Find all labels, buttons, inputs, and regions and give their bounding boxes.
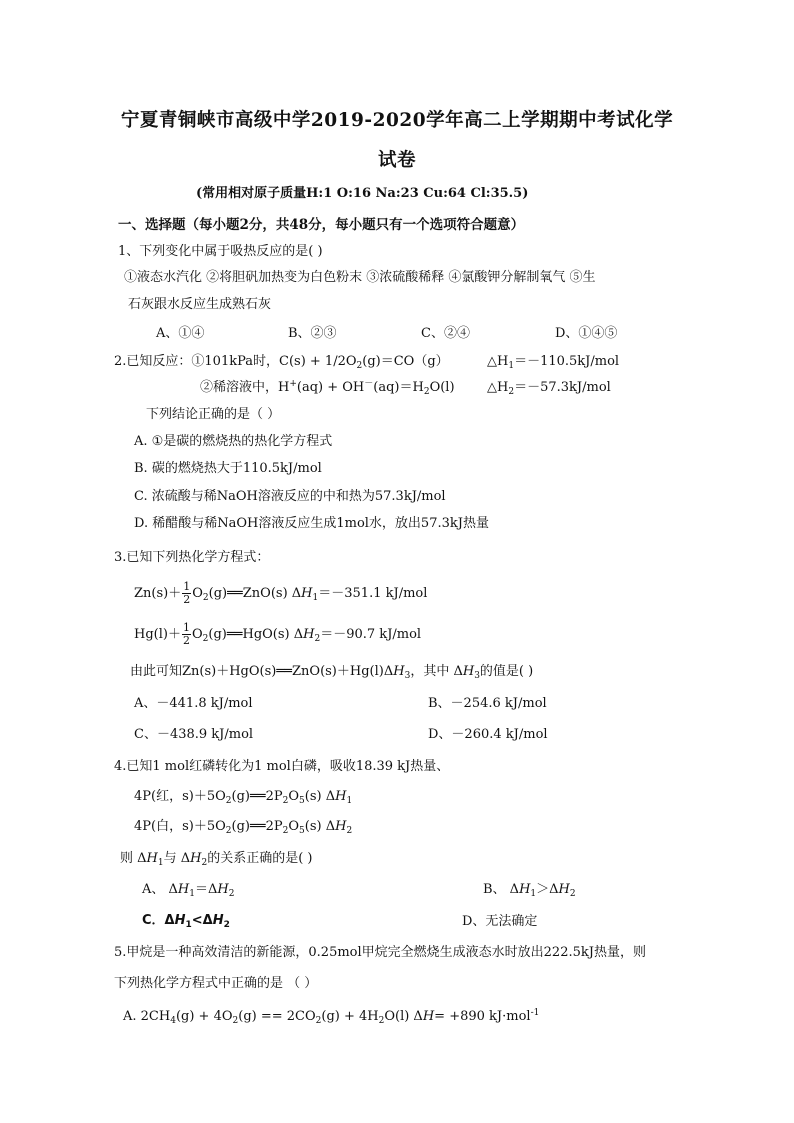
question-2-option-b: B. 碳的燃烧热大于110.5kJ/mol bbox=[134, 461, 322, 476]
question-2-dh1: $\triangle H_1=-110.5kJ$/mol bbox=[487, 354, 620, 371]
fraction-one-half: $\frac{1}{2}$ bbox=[183, 580, 191, 606]
question-4-stem: 4.已知1 mol红磷转化为1 mol白磷，吸收18.39 kJ热量、 bbox=[114, 759, 450, 774]
question-2-reaction-2: ②稀溶液中，$H^+(aq) + OH^-(aq)=H_2O(l)$ bbox=[200, 379, 455, 397]
question-5-stem: 5.甲烷是一种高效清洁的新能源，0.25mol甲烷完全燃烧生成液态水时放出222.5kJ热量，则 bbox=[114, 945, 646, 960]
question-3-equation-2: Hg(l)＋ $\frac{1}{2}$ $O_2(g)══HgO(s)$ $\Delta H_2=-90.7$ kJ/mol bbox=[134, 621, 422, 647]
question-5-option-a: A. $2CH_4(g) + 4O_2(g) == 2CO_2(g) + 4H_2O(l)$ ΔH= +890 kJ·mol$^{-1}$ bbox=[123, 1008, 540, 1026]
question-4-option-c: C．$\Delta H_1<\Delta H_2$ bbox=[142, 913, 230, 930]
atomic-masses-note: (常用相对原子质量H:1 O:16 Na:23 Cu:64 Cl:35.5) bbox=[196, 186, 529, 201]
question-4-option-d: D、无法确定 bbox=[462, 914, 538, 929]
question-2-option-d: D. 稀醋酸与稀NaOH溶液反应生成1mol水，放出57.3kJ热量 bbox=[134, 516, 489, 531]
question-3-option-c: C、－438.9 kJ/mol bbox=[134, 727, 254, 742]
question-4-equation-1: 4P(红，$s)+5O_2(g)══2P_2O_5(s)$ $\Delta H_1$ bbox=[134, 789, 353, 806]
question-2-prompt: 下列结论正确的是（ ） bbox=[146, 407, 281, 422]
page-title: 宁夏青铜峡市高级中学2019-2020学年高二上学期期中考试化学 bbox=[120, 110, 674, 131]
question-4-option-b: B、 $\Delta H_1>\Delta H_2$ bbox=[483, 882, 576, 899]
question-3-option-a: A、－441.8 kJ/mol bbox=[134, 696, 253, 711]
question-1-option-b: B、②③ bbox=[288, 326, 337, 341]
question-2-dh2: $\triangle H_2=-57.3kJ$/mol bbox=[487, 380, 611, 397]
question-2-reaction-1: 2.已知反应：①101kPa时，$C(s) + 1/2O_2(g)=CO(g)$ bbox=[114, 354, 449, 371]
question-3-option-b: B、－254.6 kJ/mol bbox=[428, 696, 547, 711]
question-1-stem: 1、下列变化中属于吸热反应的是( ) bbox=[118, 244, 323, 259]
question-3-prompt: 由此可知$Zn(s)+HgO(s)══ZnO(s)+Hg(l)\Delta H_3$，其中 $\Delta H_3$的值是( ) bbox=[130, 664, 534, 681]
section-heading: 一、选择题（每小题2分，共48分，每小题只有一个选项符合题意） bbox=[118, 217, 525, 233]
question-1-option-a: A、①④ bbox=[156, 326, 205, 341]
question-3-equation-1: Zn(s)＋ $\frac{1}{2}$ $O_2(g)══ZnO(s)$ $\Delta H_1=-351.1$ kJ/mol bbox=[134, 580, 428, 606]
question-1-option-c: C、②④ bbox=[421, 326, 470, 341]
question-5-stem-continued: 下列热化学方程式中正确的是 （ ） bbox=[114, 976, 318, 991]
question-4-option-a: A、 $\Delta H_1=\Delta H_2$ bbox=[142, 882, 235, 899]
question-2-option-c: C. 浓硫酸与稀NaOH溶液反应的中和热为57.3kJ/mol bbox=[134, 489, 446, 504]
question-1-items: ①液态水汽化 ②将胆矾加热变为白色粉末 ③浓硫酸稀释 ④氯酸钾分解制氧气 ⑤生 bbox=[124, 270, 596, 285]
page-title-continued: 试卷 bbox=[377, 150, 416, 171]
question-1-items-continued: 石灰跟水反应生成熟石灰 bbox=[128, 297, 272, 312]
question-1-option-d: D、①④⑤ bbox=[555, 326, 618, 341]
question-3-option-d: D、－260.4 kJ/mol bbox=[428, 727, 548, 742]
question-4-prompt: 则 $\Delta H_1$与 $\Delta H_2$的关系正确的是( ) bbox=[120, 851, 313, 868]
fraction-one-half: $\frac{1}{2}$ bbox=[182, 621, 190, 647]
question-4-equation-2: 4P(白，$s)+5O_2(g)══2P_2O_5(s)$ $\Delta H_2$ bbox=[134, 819, 353, 836]
question-3-stem: 3.已知下列热化学方程式： bbox=[114, 550, 270, 565]
question-2-option-a: A. ①是碳的燃烧热的热化学方程式 bbox=[134, 434, 333, 449]
